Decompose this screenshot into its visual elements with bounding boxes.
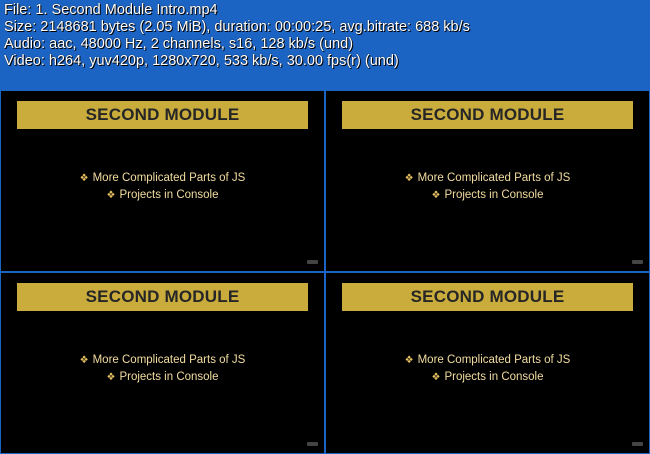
file-info-header — [4, 2, 470, 70]
bullet-text: Projects in Console — [119, 371, 219, 383]
watermark-logo — [307, 260, 318, 264]
module-title-banner: SECOND MODULE — [342, 283, 633, 311]
diamond-icon: ❖ — [431, 372, 441, 383]
bullet-text: More Complicated Parts of JS — [417, 172, 571, 184]
bullet-text: Projects in Console — [444, 371, 544, 383]
bullet-item — [326, 369, 649, 386]
module-title-banner: SECOND MODULE — [17, 101, 308, 129]
bullet-list — [326, 170, 649, 204]
video-info-line: Video: h264, yuv420p, 1280x720, 533 kb/s, 30.00 fps(r) (und) — [4, 53, 399, 69]
bullet-text: More Complicated Parts of JS — [92, 354, 246, 366]
bullet-item — [1, 369, 324, 386]
bullet-item — [1, 352, 324, 369]
diamond-icon: ❖ — [404, 173, 414, 184]
bullet-text: More Complicated Parts of JS — [92, 172, 246, 184]
diamond-icon: ❖ — [79, 355, 89, 366]
diamond-icon: ❖ — [404, 355, 414, 366]
diamond-icon: ❖ — [106, 372, 116, 383]
bullet-item — [326, 170, 649, 187]
file-size-line: Size: 2148681 bytes (2.05 MiB), duration: 00:00:25, avg.bitrate: 688 kb/s — [4, 19, 470, 35]
bullet-text: Projects in Console — [119, 189, 219, 201]
bullet-item — [1, 187, 324, 204]
bullet-text: More Complicated Parts of JS — [417, 354, 571, 366]
bullet-item — [326, 187, 649, 204]
audio-info-line: Audio: aac, 48000 Hz, 2 channels, s16, 128 kb/s (und) — [4, 36, 354, 52]
module-title-banner: SECOND MODULE — [17, 283, 308, 311]
video-thumbnail-1 — [1, 91, 324, 271]
diamond-icon: ❖ — [79, 173, 89, 184]
file-name-line: File: 1. Second Module Intro.mp4 — [4, 2, 218, 18]
diamond-icon: ❖ — [431, 190, 441, 201]
video-thumbnail-2 — [326, 91, 649, 271]
bullet-text: Projects in Console — [444, 189, 544, 201]
bullet-list — [326, 352, 649, 386]
bullet-list — [1, 170, 324, 204]
watermark-logo — [632, 260, 643, 264]
watermark-logo — [307, 442, 318, 446]
bullet-list — [1, 352, 324, 386]
video-thumbnail-4 — [326, 273, 649, 453]
watermark-logo — [632, 442, 643, 446]
bullet-item — [326, 352, 649, 369]
module-title-banner: SECOND MODULE — [342, 101, 633, 129]
diamond-icon: ❖ — [106, 190, 116, 201]
video-thumbnail-3 — [1, 273, 324, 453]
bullet-item — [1, 170, 324, 187]
